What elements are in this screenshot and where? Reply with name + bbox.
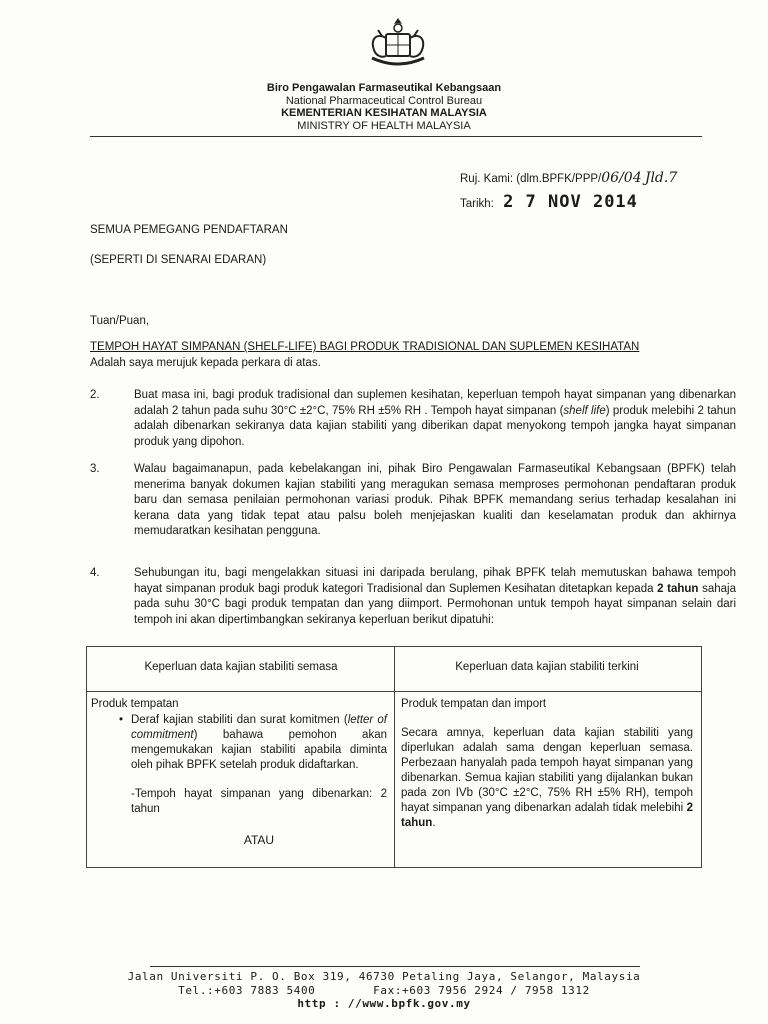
- reference-handwritten: 06/04: [601, 170, 642, 186]
- recipient-line-2: (SEPERTI DI SENARAI EDARAN): [90, 254, 267, 266]
- reference-line: [460, 170, 677, 186]
- intro-sentence: Adalah saya merujuk kepada perkara di atas.: [90, 357, 321, 369]
- table-header-divider: [87, 691, 701, 692]
- paragraph-3: 3. Walau bagaimanapun, pada kebelakangan ini, pihak Biro Pengawalan Farmaseutikal Kebangsaan (BPFK) telah menerima banyak dokumen kajian stabiliti yang meragukan semasa memproses permohonan pendaftaran produk baru dan semasa penilaian permohonan variasi produk. Pihak BPFK memandang serius terhadap kesalahan ini kerana data yang tidak tepat atau palsu boleh menjejaskan kualiti dan keselamatan produk dan akhirnya memudaratkan kesihatan pengguna.: [90, 463, 736, 537]
- footer-website: http : //www.bpfk.gov.my: [297, 997, 471, 1010]
- letterhead: [0, 82, 768, 132]
- commitment-bullet: • Deraf kajian stabiliti dan surat komitmen (letter of commitment) bahawa pemohon akan mengemukakan kajian stabiliti apabila diminta oleh pihak BPFK setelah produk didaftarkan.: [119, 714, 387, 771]
- ministry-name-english: MINISTRY OF HEALTH MALAYSIA: [297, 119, 471, 132]
- paragraph-3-number: 3.: [90, 463, 100, 475]
- ministry-name-malay: KEMENTERIAN KESIHATAN MALAYSIA: [281, 107, 487, 119]
- table-header-current: Keperluan data kajian stabiliti semasa: [144, 661, 338, 673]
- reference-handwritten-volume: Jld.7: [644, 170, 678, 186]
- reference-value: dlm.BPFK/PPP/: [520, 173, 602, 185]
- paragraph-2: 2. Buat masa ini, bagi produk tradisional dan suplemen kesihatan, keperluan tempoh hayat simpanan yang dibenarkan adalah 2 tahun pada suhu 30°C ±2°C, 75% RH ±5% RH . Tempoh hayat simpanan (shelf life) produk melebihi 2 tahun adalah dibenarkan sekiranya data kajian stabiliti yang diberikan dapat menyokong tempoh jangka hayat simpanan produk yang dipohon.: [90, 389, 736, 448]
- footer-phone-fax: Tel.:+603 7883 5400 Fax:+603 7956 2924 / 7958 1312: [178, 983, 590, 997]
- table-header-latest: Keperluan data kajian stabiliti terkini: [455, 661, 639, 673]
- date-line: [460, 192, 638, 212]
- reference-label: Ruj. Kami:: [460, 173, 514, 185]
- salutation: Tuan/Puan,: [90, 315, 150, 327]
- agency-name-english: National Pharmaceutical Control Bureau: [285, 94, 483, 107]
- paragraph-4: 4. Sehubungan itu, bagi mengelakkan situasi ini daripada berulang, pihak BPFK telah memutuskan bahawa tempoh hayat simpanan produk bagi produk kategori Tradisional dan Suplemen Kesihatan ditetapkan kepada 2 tahun sahaja pada suhu 30°C bagi produk tempatan dan yang diimport. Permohonan untuk tempoh hayat simpanan selain dari tempoh ini akan dipertimbangkan sekiranya keperluan berikut dipatuhi:: [90, 567, 736, 626]
- paragraph-4-number: 4.: [90, 567, 100, 579]
- cell-latest-requirements: [401, 697, 693, 831]
- latest-requirements-text: Secara amnya, keperluan data kajian stabiliti yang diperlukan adalah sama dengan keperluan semasa. Perbezaan hanyalah pada tempoh hayat simpanan yang dibenarkan. Semua kajian stabiliti yang dijalankan bukan pada zon IVb (30°C ±2°C, 75% RH ±5% RH), tempoh hayat simpanan yang dibenarkan adalah tidak melebihi 2 tahun.: [401, 727, 693, 829]
- date-stamp: 2 7 NOV 2014: [503, 192, 638, 212]
- reference-prefix: (: [516, 173, 521, 185]
- recipient-line-1: SEMUA PEMEGANG PENDAFTARAN: [90, 224, 288, 236]
- footer-rule: [150, 966, 640, 967]
- allowed-shelf-life-current: -Tempoh hayat simpanan yang dibenarkan: 2 tahun: [131, 788, 387, 815]
- footer-address: Jalan Universiti P. O. Box 319, 46730 Petaling Jaya, Selangor, Malaysia: [127, 970, 641, 983]
- local-product-subheading: Produk tempatan: [91, 698, 179, 710]
- stability-requirements-table: [86, 646, 702, 868]
- coat-of-arms-logo: [358, 14, 438, 74]
- local-import-subheading: Produk tempatan dan import: [401, 698, 547, 710]
- table-column-divider: [394, 647, 395, 867]
- header-rule: [90, 136, 702, 137]
- subject-line: TEMPOH HAYAT SIMPANAN (SHELF-LIFE) BAGI PRODUK TRADISIONAL DAN SUPLEMEN KESIHATAN: [90, 341, 640, 353]
- bullet-dot-icon: •: [119, 714, 124, 726]
- footer: [0, 970, 768, 1011]
- agency-name-malay: Biro Pengawalan Farmaseutikal Kebangsaan: [266, 82, 502, 94]
- cell-current-requirements: [91, 697, 387, 848]
- or-separator: ATAU: [243, 833, 275, 847]
- date-label: Tarikh:: [460, 198, 494, 210]
- paragraph-2-number: 2.: [90, 389, 100, 401]
